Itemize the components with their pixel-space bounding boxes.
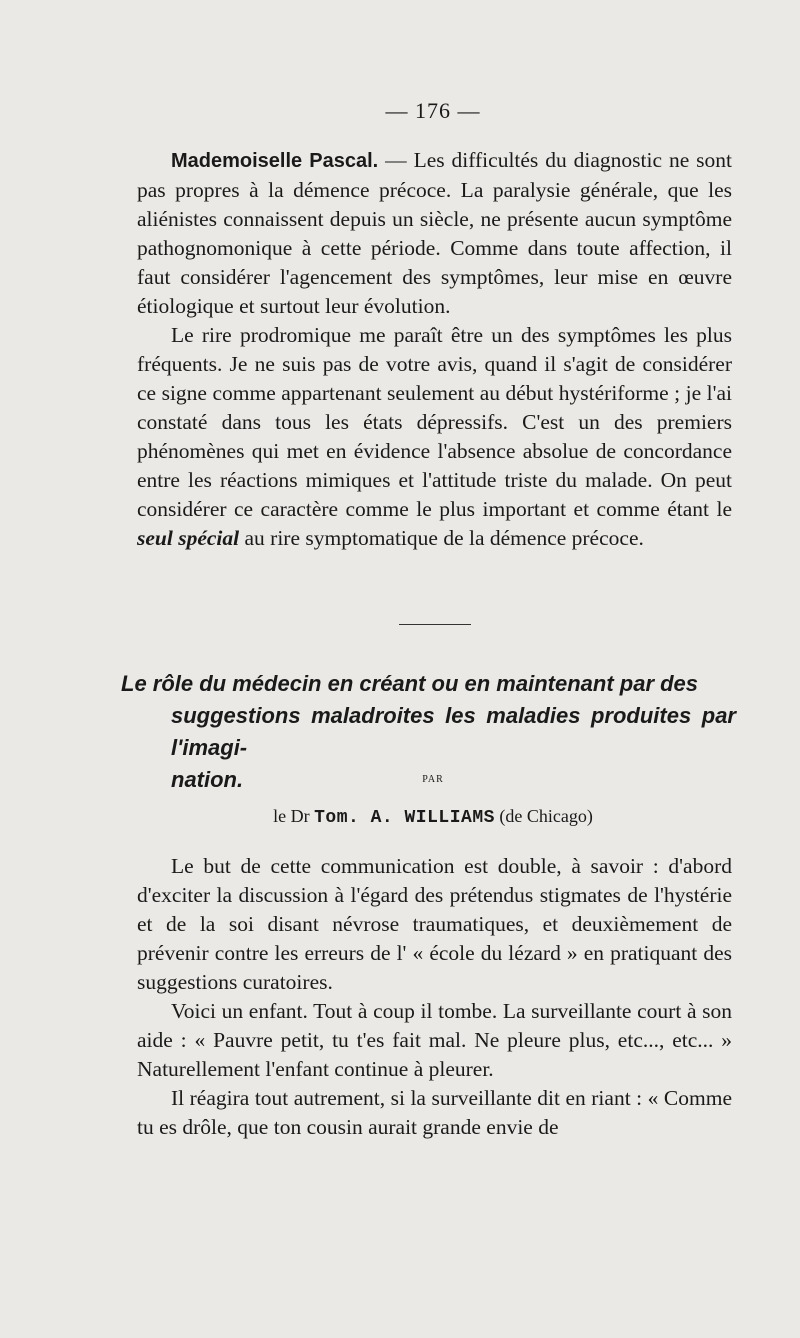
title-line: Le rôle du médecin en créant ou en maintenant par des [121, 671, 699, 696]
author-name: Tom. A. WILLIAMS [314, 808, 495, 828]
article-body [137, 852, 732, 1142]
paragraph: Il réagira tout autrement, si la surveillante dit en riant : « Comme tu es drôle, que ton cousin aurait grande envie de [137, 1086, 732, 1139]
paragraph [137, 321, 732, 553]
paragraph-text: au rire symptomatique de la démence précoce. [239, 526, 644, 550]
paragraph-text: Le rire prodromique me paraît être un des symptômes les plus fréquents. Je ne suis pas de votre avis, quand il s'agit de considérer ce signe comme appartenant seulement au début hystériforme ; je l'ai constaté dans tous les états dépressifs. C'est un des premiers phénomènes qui met en évidence l'absence absolue de concordance entre les réactions mimiques et l'attitude triste du malade. On peut considérer ce caractère comme le plus important et comme étant le [137, 323, 732, 521]
emphasized-text: seul spécial [137, 526, 240, 550]
paragraph [137, 146, 732, 321]
speaker-name: Mademoiselle Pascal. [171, 150, 379, 172]
discussion-section [137, 146, 732, 553]
section-divider [399, 624, 471, 625]
paragraph: Le but de cette communication est double, à savoir : d'abord d'exciter la discussion à l'égard des prétendus stigmates de l'hystérie et de la soi disant névrose traumatiques, et deuxièmement de prévenir contre les erreurs de l' « école du lézard » en pratiquant des suggestions curatoires. [137, 854, 732, 994]
author-line [0, 806, 800, 828]
byline-par: PAR [422, 774, 444, 785]
author-prefix: le Dr [273, 806, 315, 826]
paragraph-text: — Les difficultés du diagnostic ne sont pas propres à la démence précoce. La paralysie générale, que les aliénistes connaissent depuis un siècle, ne présente aucun symptôme pathognomonique à cette période. Comme dans toute affection, il faut considérer l'agencement des symptômes, leur mise en œuvre étiologique et surtout leur évolution. [137, 148, 732, 318]
paragraph: Voici un enfant. Tout à coup il tombe. La surveillante court à son aide : « Pauvre petit, tu t'es fait mal. Ne pleure plus, etc..., etc... » Naturellement l'enfant continue à pleurer. [137, 999, 732, 1081]
page-number: — 176 — [385, 98, 481, 123]
title-line: suggestions maladroites les maladies produites par l'imagi- [171, 703, 736, 760]
author-affiliation: (de Chicago) [494, 806, 593, 826]
title-line: nation. [171, 767, 244, 792]
